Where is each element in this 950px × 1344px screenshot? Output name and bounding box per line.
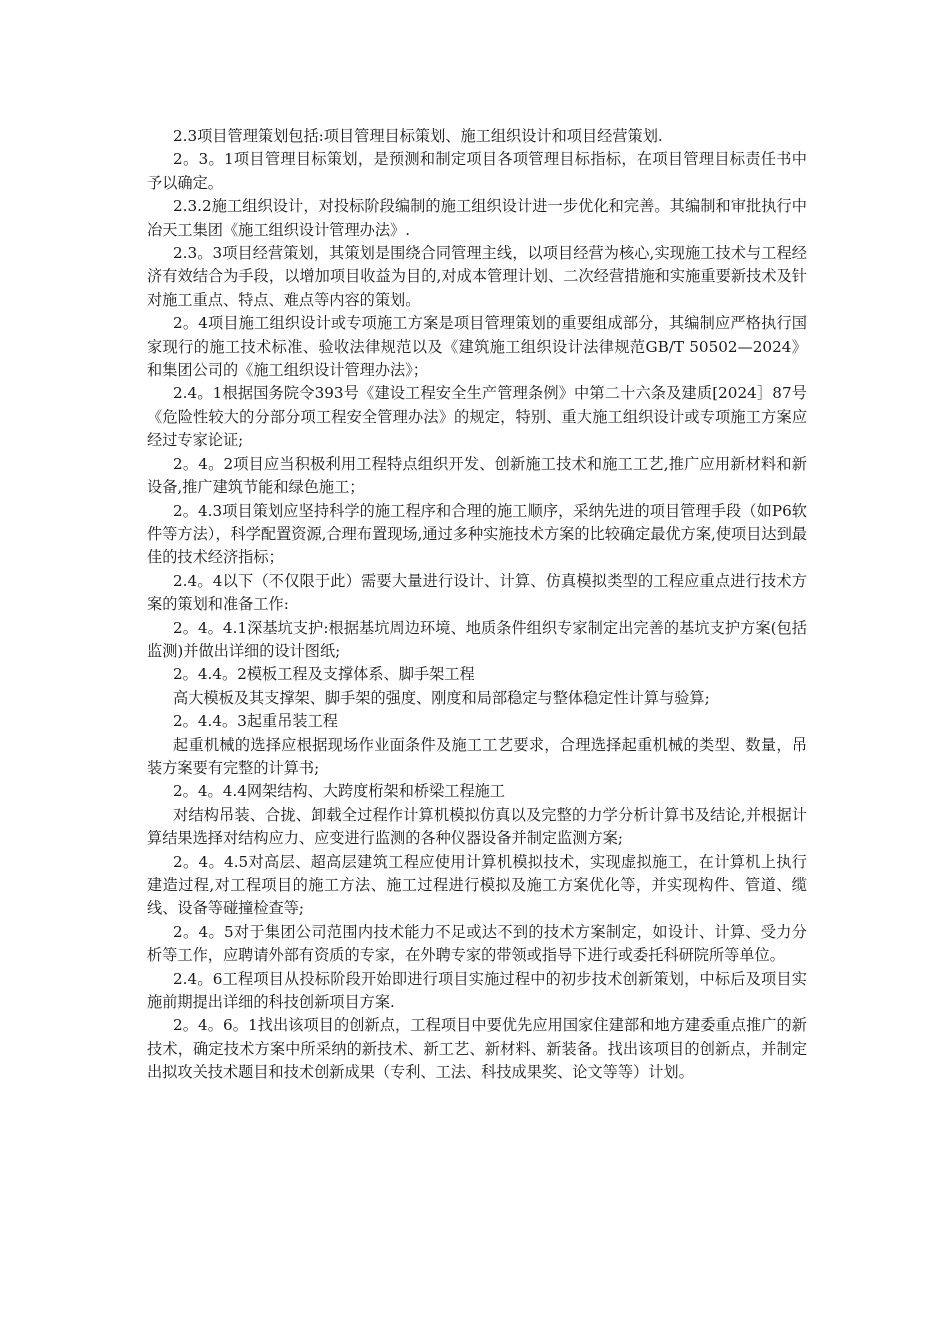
- paragraph-2-4-4-2: 2。4.4。2模板工程及支撑体系、脚手架工程: [173, 665, 475, 684]
- paragraph-2-4-4-4-body: 对结构吊装、合拢、卸载全过程作计算机模拟仿真以及完整的力学分析计算书及结论,并根据计算结果选择对结构应力、应变进行监测的各种仪器设备并制定监测方案;: [147, 805, 807, 848]
- paragraph-2-4-4-3-body: 起重机械的选择应根据现场作业面条件及施工工艺要求，合理选择起重机械的类型、数量，吊装方案要有完整的计算书;: [147, 735, 807, 777]
- paragraph-2-4-4-1: 2。4。4.1深基坑支护:根据基坑周边环境、地质条件组织专家制定出完善的基坑支护方案(包括监测)并做出详细的设计图纸;: [147, 618, 807, 660]
- document-body: [147, 125, 807, 1085]
- paragraph-2-3-2: 2.3.2施工组织设计，对投标阶段编制的施工组织设计进一步优化和完善。其编制和审批执行中冶天工集团《施工组织设计管理办法》.: [147, 197, 807, 239]
- paragraph-2-4-4-4: 2。4。4.4网架结构、大跨度桁架和桥梁工程施工: [173, 782, 506, 801]
- paragraph-2-3-1: 2。3。1项目管理目标策划，是预测和制定项目各项管理目标指标，在项目管理目标责任书中予以确定。: [147, 150, 807, 192]
- paragraph-2-4-6-1: 2。4。6。1找出该项目的创新点，工程项目中要优先应用国家住建部和地方建委重点推广的新技术，确定技术方案中所采纳的新技术、新工艺、新材料、新装备。找出该项目的创新点，并制定出拟攻关技术题目和技术创新成果（专利、工法、科技成果奖、论文等等）计划。: [147, 1016, 807, 1082]
- paragraph-2-3-3: 2.3。3项目经营策划，其策划是围绕合同管理主线，以项目经营为核心,实现施工技术与工程经济有效结合为手段，以增加项目收益为目的,对成本管理计划、二次经营措施和实施重要新技术及针对施工重点、特点、难点等内容的策划。: [147, 244, 807, 309]
- paragraph-2-4-4-2-body: 高大模板及其支撑架、脚手架的强度、刚度和局部稳定与整体稳定性计算与验算;: [173, 688, 710, 707]
- paragraph-2-4-6: 2.4。6工程项目从投标阶段开始即进行项目实施过程中的初步技术创新策划，中标后及项目实施前期提出详细的科技创新项目方案.: [147, 969, 807, 1012]
- paragraph-2-4-2: 2。4。2项目应当积极利用工程特点组织开发、创新施工技术和施工工艺,推广应用新材料和新设备,推广建筑节能和绿色施工；: [147, 454, 807, 497]
- paragraph-2-4: 2。4项目施工组织设计或专项施工方案是项目管理策划的重要组成部分，其编制应严格执行国家现行的施工技术标准、验收法律规范以及《建筑施工组织设计法律规范GB/T 50502—2024》和集团公司的《施工组织设计管理办法》；: [147, 314, 807, 380]
- paragraph-2-4-1: 2.4。1根据国务院令393号《建设工程安全生产管理条例》中第二十六条及建质[2024］87号《危险性较大的分部分项工程安全管理办法》的规定，特别、重大施工组织设计或专项施工方案应经过专家论证;: [147, 384, 807, 450]
- paragraph-2-4-5: 2。4。5对于集团公司范围内技术能力不足或达不到的技术方案制定，如设计、计算、受力分析等工作，应聘请外部有资质的专家，在外聘专家的带领或指导下进行或委托科研院所等单位。: [147, 922, 807, 965]
- paragraph-2-3: 2.3项目管理策划包括:项目管理目标策划、施工组织设计和项目经营策划.: [173, 127, 663, 145]
- paragraph-2-4-4-5: 2。4。4.5对高层、超高层建筑工程应使用计算机模拟技术，实现虚拟施工，在计算机上执行建造过程,对工程项目的施工方法、施工过程进行模拟及施工方案优化等，并实现构件、管道、缆线、设备等碰撞检查等;: [147, 852, 807, 918]
- paragraph-2-4-3: 2。4.3项目策划应坚持科学的施工程序和合理的施工顺序，采纳先进的项目管理手段（如P6软件等方法），科学配置资源,合理布置现场,通过多种实施技术方案的比较确定最优方案,使项目达到最佳的技术经济指标；: [147, 501, 807, 567]
- paragraph-2-4-4: 2.4。4以下（不仅限于此）需要大量进行设计、计算、仿真模拟类型的工程应重点进行技术方案的策划和准备工作:: [147, 571, 807, 614]
- paragraph-2-4-4-3: 2。4.4。3起重吊装工程: [173, 712, 338, 731]
